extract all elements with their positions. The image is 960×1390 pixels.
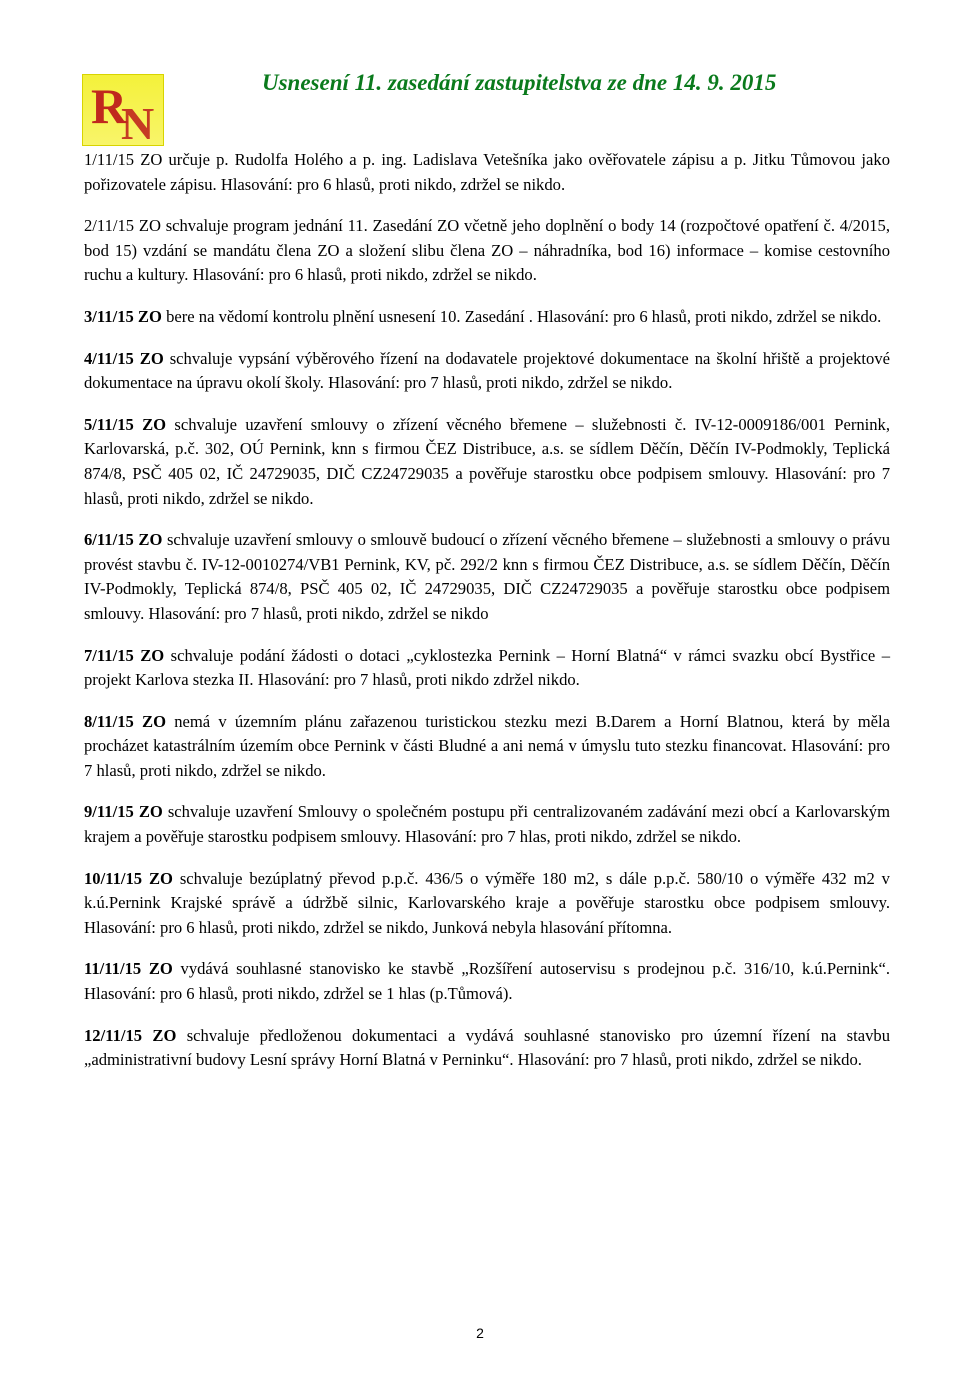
- svg-text:R: R: [91, 78, 128, 134]
- resolution-item: [84, 867, 890, 941]
- resolutions-list: [84, 148, 890, 1090]
- resolution-text: bere na vědomí kontrolu plnění usnesení 10. Zasedání . Hlasování: pro 6 hlasů, proti nikdo, zdržel se nikdo.: [161, 306, 882, 326]
- resolution-item: [84, 305, 890, 330]
- resolution-item: [84, 644, 890, 693]
- resolution-item: [84, 957, 890, 1006]
- resolution-text: nemá v územním plánu zařazenou turistickou stezku mezi B.Darem a Horní Blatnou, která by měla procházet katastrálním územím obce Pernink v části Bludné a ani nemá v úmyslu tuto stezku financovat. Hlasování: pro 7 hlasů, proti nikdo, zdržel se nikdo.: [84, 711, 890, 780]
- page-title: Usnesení 11. zasedání zastupitelstva ze dne 14. 9. 2015: [262, 70, 777, 95]
- svg-text:N: N: [121, 98, 155, 145]
- resolution-item: [84, 148, 890, 197]
- resolution-text: schvaluje bezúplatný převod p.p.č. 436/5 o výměře 180 m2, s dále p.p.č. 580/10 o výměře 432 m2 v k.ú.Pernink Krajské správě a údržbě silnic, Karlovarského kraje a pověřuje starostku obce podpisem smlouvy. Hlasování: pro 6 hlasů, proti nikdo, zdržel se nikdo, Junková nebyla hlasování přítomna.: [84, 868, 890, 937]
- rn-logo-icon: [83, 75, 163, 145]
- resolution-id: 7/11/15 ZO: [84, 645, 165, 665]
- resolution-id: 3/11/15 ZO: [84, 306, 162, 326]
- resolution-text: schvaluje předloženou dokumentaci a vydává souhlasné stanovisko pro územní řízení na stavbu „administrativní budovy Lesní správy Horní Blatná v Perninku“. Hlasování: pro 7 hlasů, proti nikdo, zdržel se nikdo.: [84, 1025, 890, 1070]
- resolution-text: schvaluje program jednání 11. Zasedání ZO včetně jeho doplnění o body 14 (rozpočtové opatření č. 4/2015, bod 15) vzdání se mandátu člena ZO a složení slibu člena ZO – náhradníka, bod 16) informace – komise cestovního ruchu a kultury. Hlasování: pro 6 hlasů, proti nikdo, zdržel se nikdo.: [84, 216, 890, 285]
- resolution-id: 1/11/15 ZO: [84, 150, 163, 169]
- resolution-id: 6/11/15 ZO: [84, 530, 163, 550]
- resolution-item: [84, 710, 890, 784]
- resolution-id: 4/11/15 ZO: [84, 348, 164, 368]
- resolution-id: 10/11/15 ZO: [84, 868, 173, 888]
- resolution-text: schvaluje uzavření smlouvy o zřízení věcného břemene – služebnosti č. IV-12-0009186/001 Pernink, Karlovarská, p.č. 302, OÚ Pernink, knn s firmou ČEZ Distribuce, a.s. se sídlem Děčín, Děčín IV-Podmokly, Teplická 874/8, PSČ 405 02, IČ 24729035, DIČ CZ24729035 a pověřuje starostku obce podpisem smlouvy. Hlasování: pro 7 hlasů, proti nikdo, zdržel se nikdo.: [84, 414, 890, 508]
- resolution-item: [84, 1024, 890, 1073]
- resolution-text: schvaluje podání žádosti o dotaci „cyklostezka Pernink – Horní Blatná“ v rámci svazku obcí Bystřice – projekt Karlova stezka II. Hlasování: pro 7 hlasů, proti nikdo zdržel nikdo.: [84, 645, 890, 690]
- resolution-id: 5/11/15 ZO: [84, 414, 167, 434]
- resolution-id: 2/11/15 ZO: [84, 216, 161, 236]
- resolution-id: 8/11/15 ZO: [84, 711, 166, 731]
- resolution-item: [84, 413, 890, 511]
- resolution-text: schvaluje vypsání výběrového řízení na dodavatele projektové dokumentace na školní hřiště a projektové dokumentace na úpravu okolí školy. Hlasování: pro 7 hlasů, proti nikdo, zdržel se nikdo.: [84, 348, 890, 393]
- resolution-text: schvaluje uzavření Smlouvy o společném postupu při centralizovaném zadávání mezi obcí a Karlovarským krajem a pověřuje starostku podpisem smlouvy. Hlasování: pro 7 hlas, proti nikdo, zdržel se nikdo.: [84, 802, 890, 847]
- resolution-text: vydává souhlasné stanovisko ke stavbě „Rozšíření autoservisu s prodejnou p.č. 316/10, k.ú.Pernink“. Hlasování: pro 6 hlasů, proti nikdo, zdržel se 1 hlas (p.Tůmová).: [84, 959, 890, 1004]
- page-number: 2: [476, 1325, 484, 1341]
- resolution-text: určuje p. Rudolfa Holého a p. ing. Ladislava Vetešníka jako ověřovatele zápisu a p. Jitku Tůmovou jako pořizovatele zápisu. Hlasování: pro 6 hlasů, proti nikdo, zdržel se nikdo.: [84, 150, 891, 194]
- resolution-item: [84, 800, 890, 849]
- resolution-item: [84, 347, 890, 396]
- resolution-text: schvaluje uzavření smlouvy o smlouvě budoucí o zřízení věcného břemene – služebnosti a smlouvy o právu provést stavbu č. IV-12-0010274/VB1 Pernink, KV, pč. 292/2 knn s firmou ČEZ Distribuce, a.s. se sídlem Děčín, Děčín IV-Podmokly, Teplická 874/8, PSČ 405 02, IČ 24729035, DIČ CZ24729035 a pověřuje starostku obce podpisem smlouvy. Hlasování: pro 7 hlasů, proti nikdo, zdržel se nikdo: [84, 530, 891, 623]
- logo: [82, 74, 164, 146]
- resolution-id: 12/11/15 ZO: [84, 1025, 177, 1045]
- resolution-item: [84, 528, 890, 626]
- resolution-item: [84, 214, 890, 288]
- resolution-id: 11/11/15 ZO: [84, 959, 173, 979]
- resolution-id: 9/11/15 ZO: [84, 802, 163, 822]
